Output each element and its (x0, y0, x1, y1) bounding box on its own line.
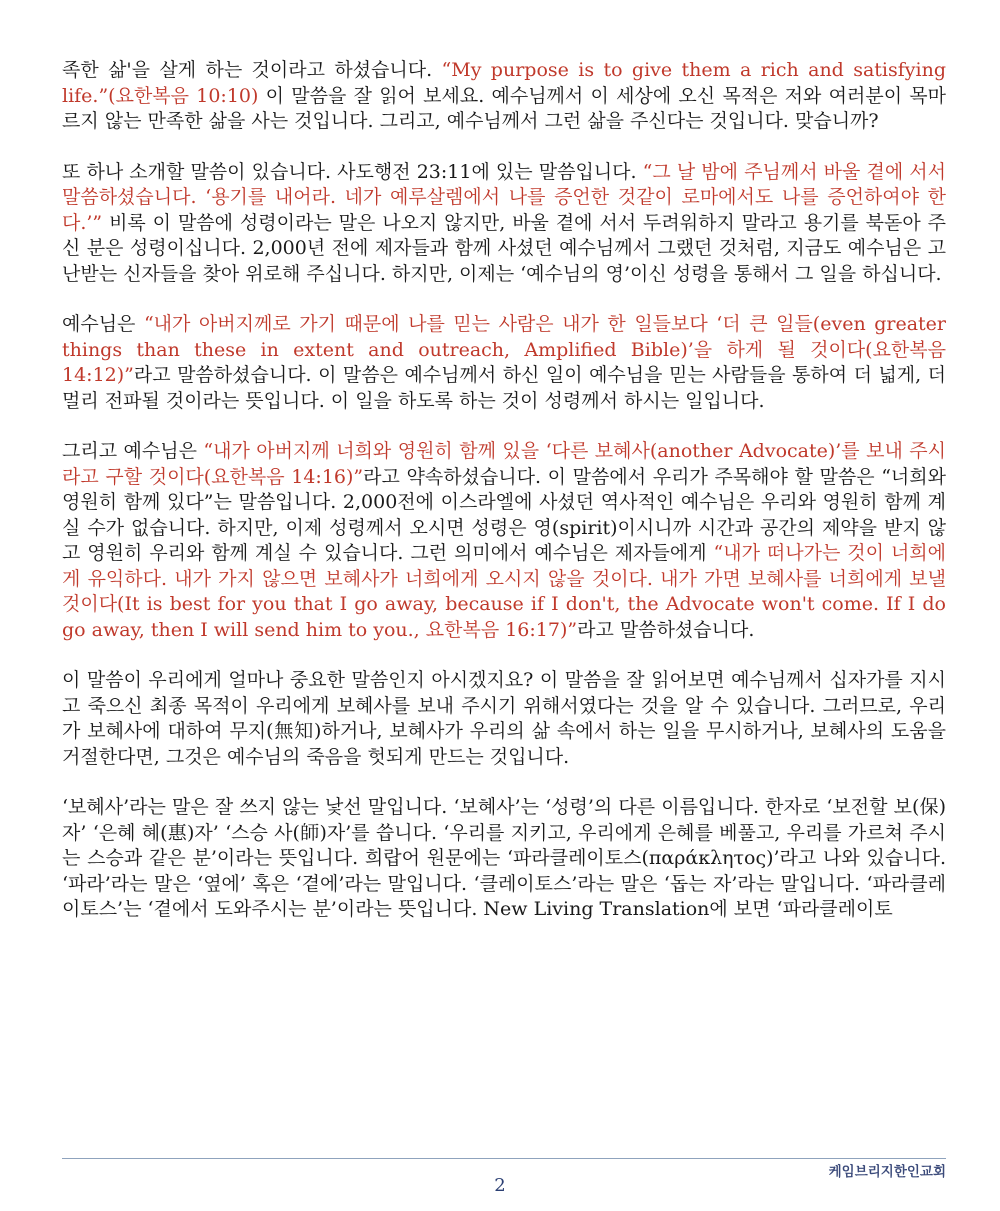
body-text: 라고 말씀하셨습니다. 이 말씀은 예수님께서 하신 일이 예수님을 믿는 사람들을 통하여 더 넓게, 더 멀리 전파될 것이라는 뜻입니다. 이 일을 하도록 하는 것이 성령께서 하시는 일입니다. (62, 364, 946, 412)
paragraph (62, 160, 946, 288)
footer-divider (62, 1158, 946, 1159)
church-name: 케임브리지한인교회 (828, 1164, 946, 1180)
body-text: 비록 이 말씀에 성령이라는 말은 나오지 않지만, 바울 곁에 서서 두려워하지 말라고 용기를 북돋아 주신 분은 성령이십니다. 2,000년 전에 제자들과 함께 사셨던 예수님께서 그랬던 것처럼, 지금도 예수님은 고난받는 신자들을 찾아 위로해 주십니다. 하지만, 이제는 ‘예수님의 영’이신 성령을 통해서 그 일을 하십니다. (62, 211, 946, 285)
body-text: 또 하나 소개할 말씀이 있습니다. 사도행전 23:11에 있는 말씀입니다. (62, 160, 643, 183)
document-body (62, 58, 946, 948)
scripture-quote: “My purpose is to give them a rich and satisfying life.”(요한복음 10:10) (62, 59, 946, 107)
body-text: ‘보혜사’라는 말은 잘 쓰지 않는 낯선 말입니다. ‘보혜사’는 ‘성령’의 다른 이름입니다. 한자로 ‘보전할 보(保)자’ ‘은혜 혜(惠)자’ ‘스승 사(師)자’를 씁니다. ‘우리를 지키고, 우리에게 은혜를 베풀고, 우리를 가르쳐 주시는 스승과 같은 분’이라는 뜻입니다. 희랍어 원문에는 ‘파라클레이토스(παράκλητος)’라고 나와 있습니다. ‘파라’라는 말은 ‘옆에’ 혹은 ‘곁에’라는 말입니다. ‘클레이토스’라는 말은 ‘돕는 자’라는 말입니다. ‘파라클레이토스’는 ‘곁에서 도와주시는 분’이라는 뜻입니다. New Living Translation에 보면 ‘파라클레이토 (62, 796, 946, 920)
scripture-quote: “내가 떠나가는 것이 너희에게 유익하다. 내가 가지 않으면 보혜사가 너희에게 오시지 않을 것이다. 내가 가면 보혜사를 너희에게 보낼 것이다(It is best for you that I go away, because if I don't, the Advocate won't come. If I do go away, then I will send him to you., 요한복음 16:17)” (62, 542, 947, 641)
scripture-quote: “내가 아버지께로 가기 때문에 나를 믿는 사람은 내가 한 일들보다 ‘더 큰 일들(even greater things than these in extent and outreach, Amplified Bible)’을 하게 될 것이다(요한복음 14:12)” (62, 313, 946, 386)
paragraph (62, 795, 946, 923)
scripture-quote: “내가 아버지께 너희와 영원히 함께 있을 ‘다른 보혜사(another Advocate)’를 보내 주시라고 구할 것이다(요한복음 14:16)” (62, 440, 947, 488)
page-number: 2 (494, 1175, 506, 1196)
paragraph (62, 439, 946, 643)
body-text: 그리고 예수님은 (62, 440, 204, 462)
body-text: 족한 삶'을 살게 하는 것이라고 하셨습니다. (62, 59, 442, 81)
body-text: 라고 약속하셨습니다. 이 말씀에서 우리가 주목해야 할 말씀은 “너희와 영원히 함께 있다”는 말씀입니다. 2,000전에 이스라엘에 사셨던 역사적인 예수님은 우리와 영원히 함께 계실 수가 없습니다. 하지만, 이제 성령께서 오시면 성령은 영(spirit)이시니까 시간과 공간의 제약을 받지 않고 영원히 우리와 함께 계실 수 있습니다. 그런 의미에서 예수님은 제자들에게 (62, 465, 946, 564)
body-text: 이 말씀을 잘 읽어 보세요. 예수님께서 이 세상에 오신 목적은 저와 여러분이 목마르지 않는 만족한 삶을 사는 것입니다. 그리고, 예수님께서 그런 삶을 주신다는 것입니다. 맞습니까? (62, 84, 947, 132)
scripture-quote: “그 날 밤에 주님께서 바울 곁에 서서 말씀하셨습니다. ‘용기를 내어라. 네가 예루살렘에서 나를 증언한 것같이 로마에서도 나를 증언하여야 한다.’” (62, 160, 946, 234)
body-text: 이 말씀이 우리에게 얼마나 중요한 말씀인지 아시겠지요? 이 말씀을 잘 읽어보면 예수님께서 십자가를 지시고 죽으신 최종 목적이 우리에게 보혜사를 보내 주시기 위해서였다는 것을 알 수 있습니다. 그러므로, 우리가 보혜사에 대하여 무지(無知)하거나, 보혜사가 우리의 삶 속에서 하는 일을 무시하거나, 보혜사의 도움을 거절한다면, 그것은 예수님의 죽음을 헛되게 만드는 것입니다. (62, 669, 946, 768)
paragraph (62, 668, 946, 770)
body-text: 라고 말씀하셨습니다. (577, 618, 755, 641)
body-text: 예수님은 (62, 313, 144, 335)
paragraph (62, 58, 946, 135)
paragraph (62, 312, 946, 414)
